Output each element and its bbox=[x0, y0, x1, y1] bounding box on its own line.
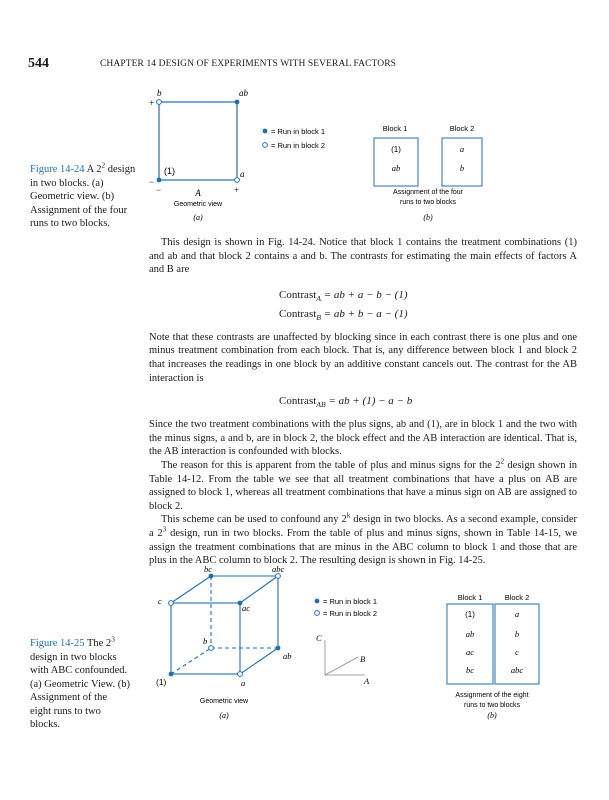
block1-run: ab bbox=[391, 163, 401, 173]
plus-top-sign: + bbox=[149, 98, 155, 108]
axis-b-label: B bbox=[360, 654, 366, 664]
legend-block2-label: = Run in block 2 bbox=[271, 141, 325, 150]
chapter-title: CHAPTER 14 DESIGN OF EXPERIMENTS WITH SEVERAL FACTORS bbox=[100, 59, 397, 69]
block2-run: c bbox=[515, 647, 519, 657]
block1-run: (1) bbox=[465, 610, 475, 619]
block2-title: Block 2 bbox=[504, 593, 530, 602]
legend-block2-marker bbox=[263, 143, 268, 148]
paragraph-2: Note that these contrasts are unaffected by blocking since in each contrast there is one plus and one minus treatment combination from each block. That is, any difference between block 1 and block 2 that increases the readings in one block by an additive constant cancels out. The contrast for the AB interaction is bbox=[149, 331, 577, 384]
legend-block1-label: = Run in block 1 bbox=[271, 127, 325, 136]
block2-run: a bbox=[459, 144, 465, 154]
minus-bottom-sign: − bbox=[156, 185, 162, 195]
assignment-label-line2: runs to two blocks bbox=[463, 702, 521, 709]
corner-1-label: (1) bbox=[164, 166, 175, 176]
corner-bc-label: bc bbox=[204, 565, 213, 574]
axis-c-label: C bbox=[316, 633, 322, 643]
body-text bbox=[149, 236, 577, 568]
run-bc-marker bbox=[209, 574, 214, 579]
geometric-view-label: Geometric view bbox=[173, 201, 223, 208]
paragraph-4: The reason for this is apparent from the table of plus and minus signs for the $2^2$ design shown in Table 14-12. From the table we see that all treatment combinations that have a plus on AB are assigned to block 1, whereas all treatment combinations that have a minus sign on AB are assigned to block 2. bbox=[149, 456, 577, 512]
axis-b-line bbox=[325, 657, 358, 675]
assignment-label-line1: Assignment of the four bbox=[392, 189, 464, 196]
cube-edge bbox=[240, 576, 278, 603]
cube-hidden-edge bbox=[171, 648, 211, 674]
run-b-marker bbox=[157, 100, 162, 105]
axis-a-label: A bbox=[364, 676, 370, 686]
block2-run: b bbox=[514, 629, 520, 639]
sub-label-b: (b) bbox=[487, 711, 497, 720]
assignment-label-line2: runs to two blocks bbox=[399, 199, 457, 206]
figure-14-24-caption: Figure 14-24 A $2^2$ design in two blocks. (a) Geometric view. (b) Assignment of the four runs to two blocks. bbox=[30, 160, 136, 229]
axis-a-label: A bbox=[195, 188, 201, 198]
corner-a-label: a bbox=[241, 678, 246, 688]
sub-label-b: (b) bbox=[423, 213, 433, 222]
block1-run: ab bbox=[465, 629, 475, 639]
figure-14-25 bbox=[140, 565, 540, 750]
legend-block2-marker bbox=[315, 611, 320, 616]
equation-contrast-ab: Contrast$_{AB}$ = ab + (1) − a − b bbox=[279, 395, 413, 410]
figure-14-24-label: Figure 14-24 bbox=[30, 164, 85, 175]
cube-edge bbox=[240, 648, 278, 674]
paragraph-5: This scheme can be used to confound any 2$^k$ design in two blocks. As a second example, consider a $2^3$ design, run in two blocks. From the table of plus and minus signs, shown in Table 14-15, we assign the treatment combinations that are minus in the ABC column to block 1 and those that are plus in the ABC column to block 2. The resulting design is shown in Fig. 14-25. bbox=[149, 510, 577, 567]
block1-title: Block 1 bbox=[382, 124, 408, 133]
block1-run: (1) bbox=[391, 145, 401, 154]
equation-contrast-b: Contrast$_B$ = ab + b − a − (1) bbox=[279, 307, 408, 322]
geometric-view-label: Geometric view bbox=[199, 698, 249, 705]
run-1-marker bbox=[157, 178, 162, 183]
run-ab-marker bbox=[276, 646, 281, 651]
run-1-marker bbox=[169, 672, 174, 677]
corner-b-label: b bbox=[157, 88, 162, 98]
run-a-marker bbox=[238, 672, 243, 677]
corner-ac-label: ac bbox=[242, 603, 251, 613]
legend-block1-marker bbox=[315, 599, 320, 604]
block1-run: ac bbox=[465, 647, 475, 657]
corner-1-label: (1) bbox=[156, 677, 167, 687]
run-b-marker bbox=[209, 646, 214, 651]
corner-abc-label: abc bbox=[272, 565, 285, 574]
plus-right-sign: + bbox=[234, 185, 240, 195]
run-c-marker bbox=[169, 601, 174, 606]
block1-title: Block 1 bbox=[457, 593, 483, 602]
page-number: 544 bbox=[28, 56, 49, 71]
corner-b-label: b bbox=[203, 636, 208, 646]
sub-label-a: (a) bbox=[219, 711, 229, 720]
paragraph-3: Since the two treatment combinations with the plus signs, ab and (1), are in block 1 and the two with the minus signs, a and b, are in block 2, the block effect and the AB interaction are identical. That is, the AB interaction is confounded with blocks. bbox=[149, 419, 577, 458]
legend-block2-label: = Run in block 2 bbox=[323, 609, 377, 618]
run-ab-marker bbox=[235, 100, 240, 105]
corner-ab-label: ab bbox=[283, 651, 292, 661]
legend-block1-marker bbox=[263, 129, 268, 134]
equation-contrast-a: Contrast$_A$ = ab + a − b − (1) bbox=[279, 288, 408, 303]
block2-run: a bbox=[514, 609, 520, 619]
minus-left-sign: − bbox=[149, 177, 155, 187]
figure-14-25-caption: Figure 14-25 The $2^3$ design in two blocks with ABC confounded. (a) Geometric View. (b) Assignment of the eight runs to two blocks. bbox=[30, 634, 130, 730]
run-a-marker bbox=[235, 178, 240, 183]
run-abc-marker bbox=[276, 574, 281, 579]
figure-14-25-label: Figure 14-25 bbox=[30, 638, 85, 649]
block2-title: Block 2 bbox=[449, 124, 475, 133]
corner-c-label: c bbox=[158, 596, 162, 606]
legend-block1-label: = Run in block 1 bbox=[323, 597, 377, 606]
figure-14-24 bbox=[140, 82, 520, 232]
paragraph-1: This design is shown in Fig. 14-24. Notice that block 1 contains the treatment combinations (1) and ab and that block 2 contains a and b. The contrasts for estimating the main effects of factors A and B are bbox=[149, 237, 577, 276]
block1-run: bc bbox=[465, 665, 475, 675]
sub-label-a: (a) bbox=[193, 213, 203, 222]
assignment-label-line1: Assignment of the eight bbox=[455, 692, 529, 699]
block2-run: abc bbox=[510, 665, 524, 675]
corner-a-label: a bbox=[240, 169, 245, 179]
corner-ab-label: ab bbox=[239, 88, 248, 98]
block2-run: b bbox=[459, 163, 465, 173]
cube-edge bbox=[171, 576, 211, 603]
